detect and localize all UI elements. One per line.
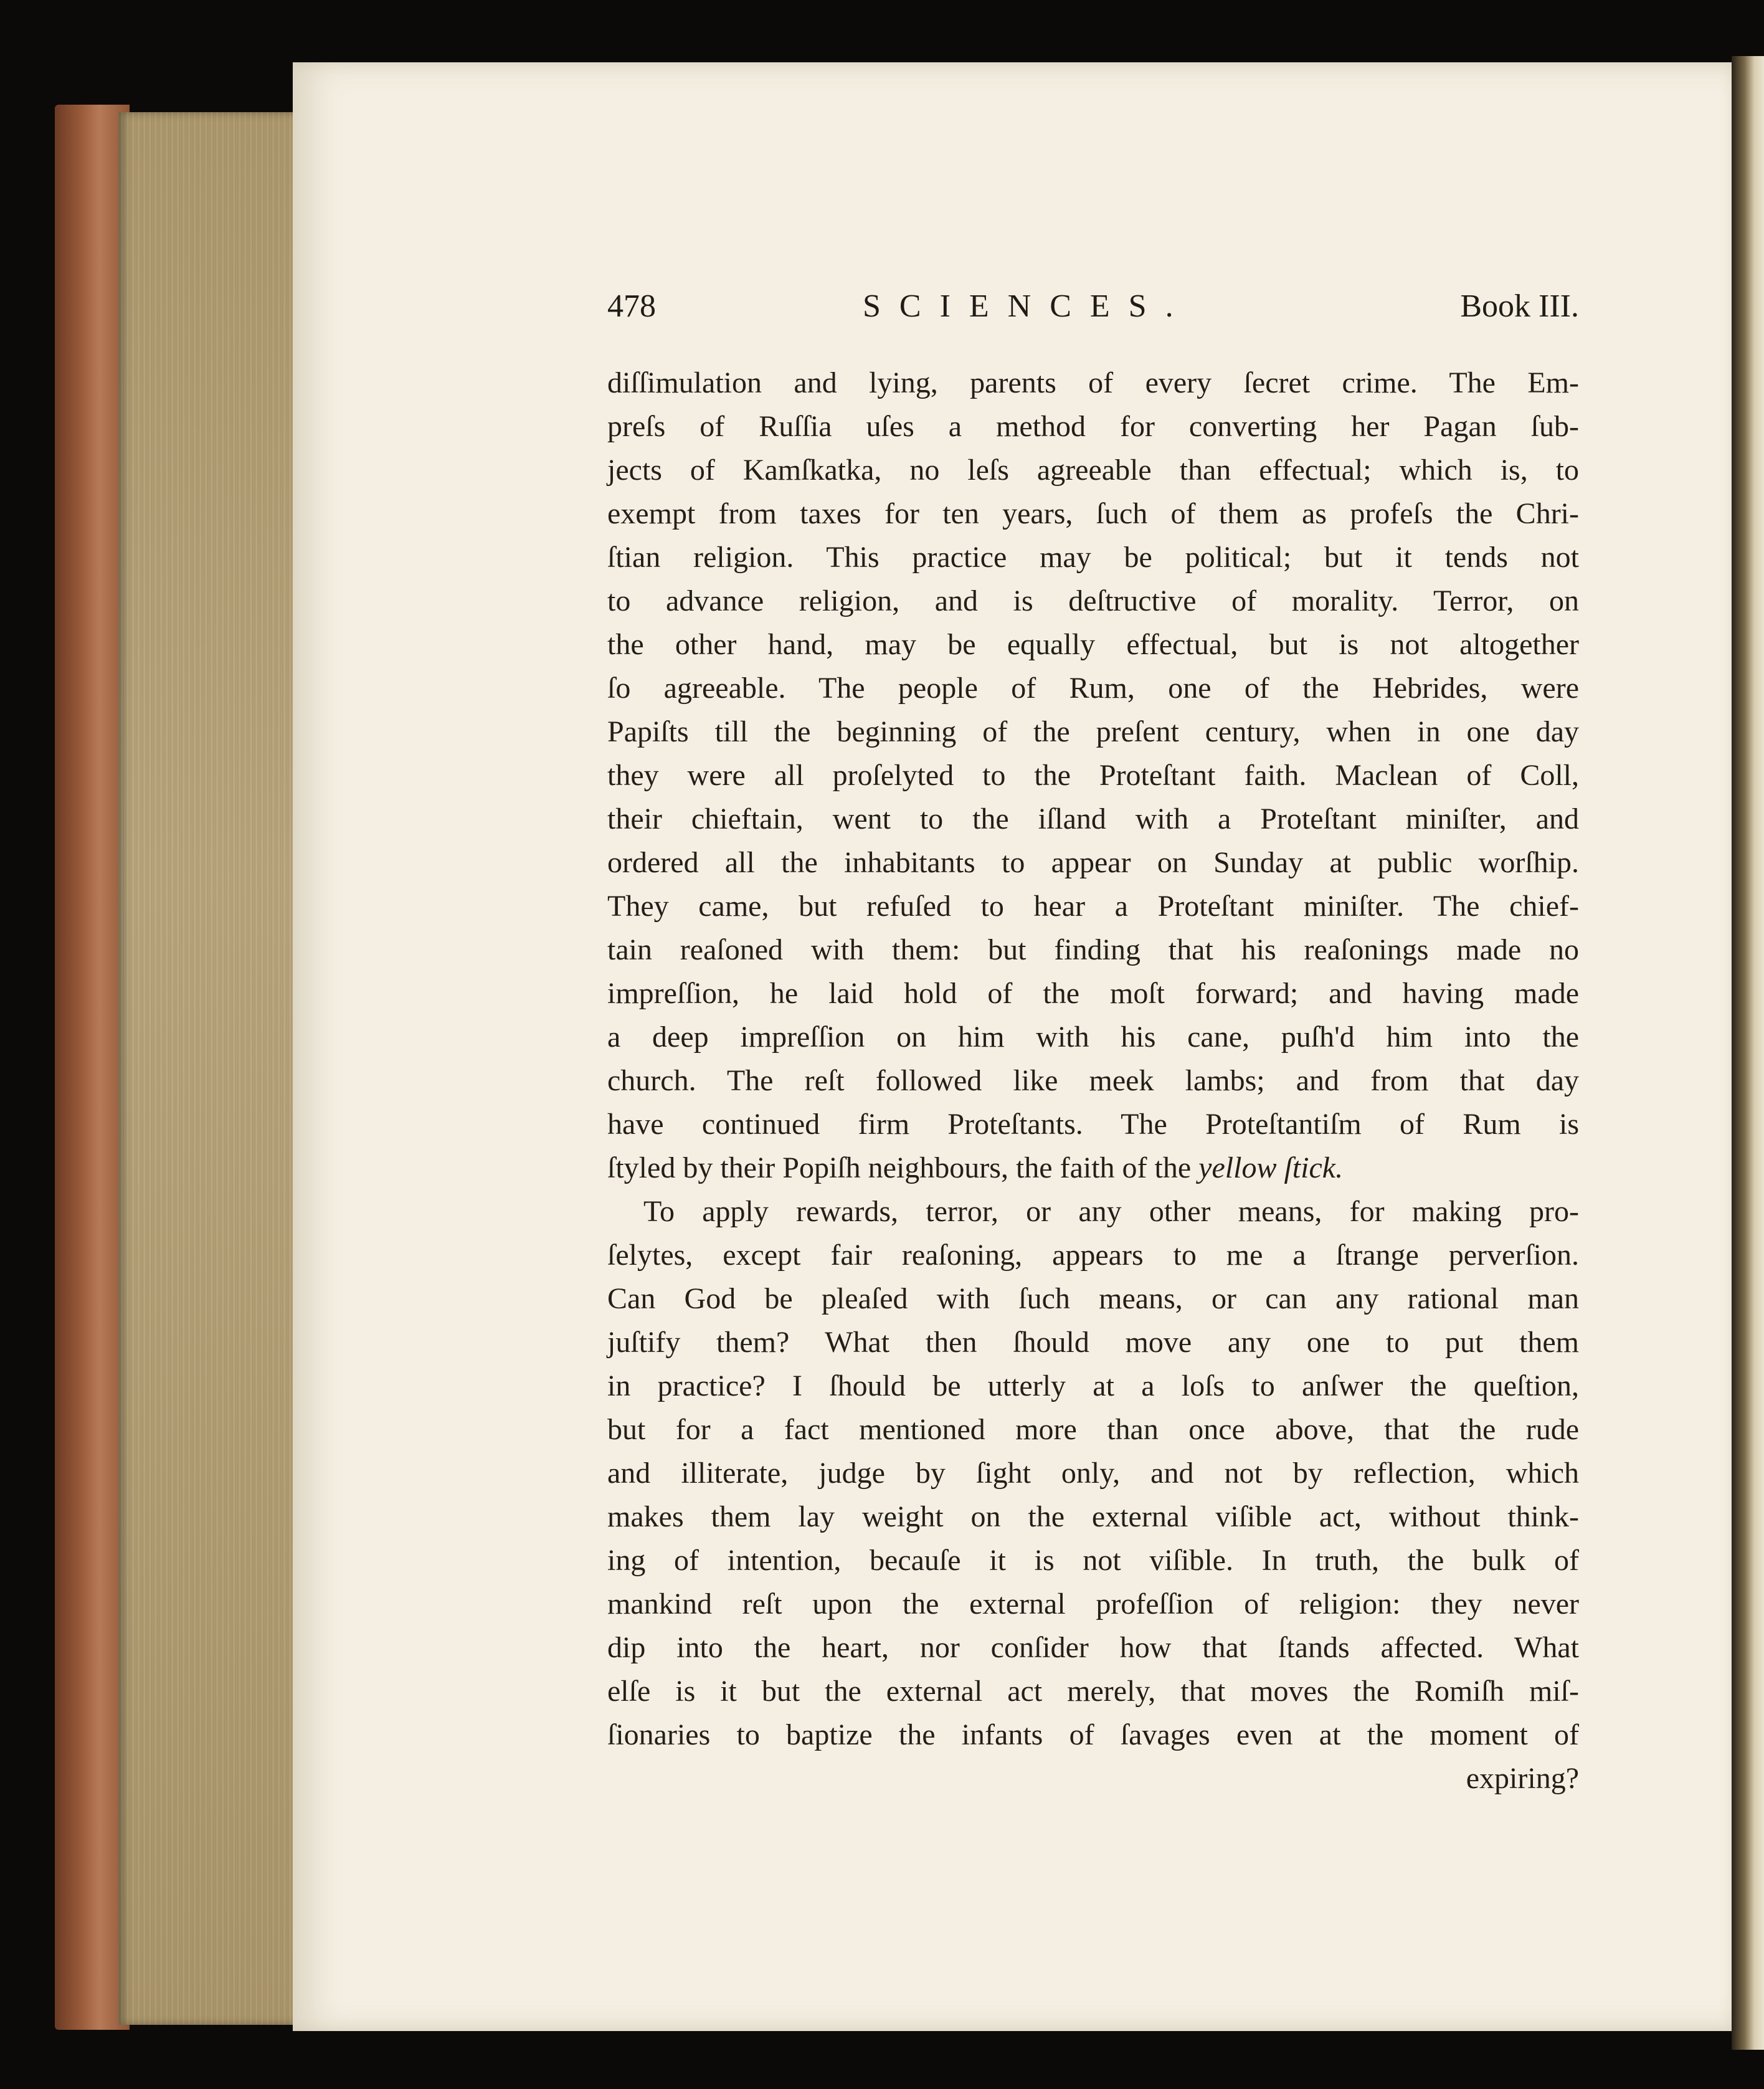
text-span: ſtyled by their Popiſh neighbours, the faith of the [607,1151,1199,1184]
text-line: dip into the heart, nor conſider how that ſtands affected. What [607,1631,1579,1664]
text-line: and illiterate, judge by ſight only, and not by reflection, which [607,1457,1579,1490]
body-text [607,361,1579,1801]
text-line: Papiſts till the beginning of the preſent century, when in one day [607,715,1579,748]
text-line: ſelytes, except fair reaſoning, appears to me a ſtrange perverſion. [607,1239,1579,1272]
text-line: but for a fact mentioned more than once above, that the rude [607,1413,1579,1446]
text-line: ordered all the inhabitants to appear on Sunday at public worſhip. [607,846,1579,879]
text-line: Can God be pleaſed with ſuch means, or can any rational man [607,1282,1579,1315]
text-line: diſſimulation and lying, parents of every ſecret crime. The Em- [607,366,1579,399]
text-line: the other hand, may be equally effectual, but is not altogether [607,628,1579,661]
text-line [607,1146,1579,1190]
text-line: preſs of Ruſſia uſes a method for converting her Pagan ſub- [607,410,1579,443]
catchword: expiring? [1466,1762,1579,1795]
text-line: mankind reſt upon the external profeſſion of religion: they never [607,1587,1579,1620]
book-reference: Book III. [1460,288,1579,324]
text-line: impreſſion, he laid hold of the moſt forward; and having made [607,977,1579,1010]
text-line: ing of intention, becauſe it is not viſible. In truth, the bulk of [607,1544,1579,1577]
text-line: jects of Kamſkatka, no leſs agreeable than effectual; which is, to [607,454,1579,487]
text-line: ſionaries to baptize the infants of ſavages even at the moment of [607,1718,1579,1751]
text-line: have continued firm Proteſtants. The Proteſtantiſm of Rum is [607,1108,1579,1141]
running-head: SCIENCES. [863,288,1192,324]
page-number: 478 [607,288,656,324]
paragraph-2 [607,1190,1579,1757]
text-line: to advance religion, and is deſtructive of morality. Terror, on [607,584,1579,617]
text-line: in practice? I ſhould be utterly at a loſs to anſwer the queſtion, [607,1369,1579,1402]
text-line: They came, but refuſed to hear a Proteſtant miniſter. The chief- [607,890,1579,923]
page-header [607,288,1579,331]
text-line: ſtian religion. This practice may be political; but it tends not [607,541,1579,574]
text-line: makes them lay weight on the external viſible act, without think- [607,1500,1579,1533]
paragraph-1 [607,361,1579,1190]
text-line: church. The reſt followed like meek lambs; and from that day [607,1064,1579,1097]
text-line: ſo agreeable. The people of Rum, one of the Hebrides, were [607,672,1579,705]
text-line: they were all proſelyted to the Proteſtant faith. Maclean of Coll, [607,759,1579,792]
page-edges [118,112,305,2025]
text-line: tain reaſoned with them: but finding that his reaſonings made no [607,933,1579,966]
text-line: juſtify them? What then ſhould move any one to put them [607,1326,1579,1359]
text-line: their chieftain, went to the iſland with a Proteſtant miniſter, and [607,802,1579,835]
text-line: exempt from taxes for ten years, ſuch of them as profeſs the Chri- [607,497,1579,530]
text-line: elſe is it but the external act merely, that moves the Romiſh miſ- [607,1675,1579,1708]
italic-phrase: yellow ſtick. [1198,1151,1344,1184]
text-line: a deep impreſſion on him with his cane, puſh'd him into the [607,1021,1579,1054]
text-line: To apply rewards, terror, or any other means, for making pro- [643,1195,1579,1228]
book-binding [1732,56,1764,2050]
